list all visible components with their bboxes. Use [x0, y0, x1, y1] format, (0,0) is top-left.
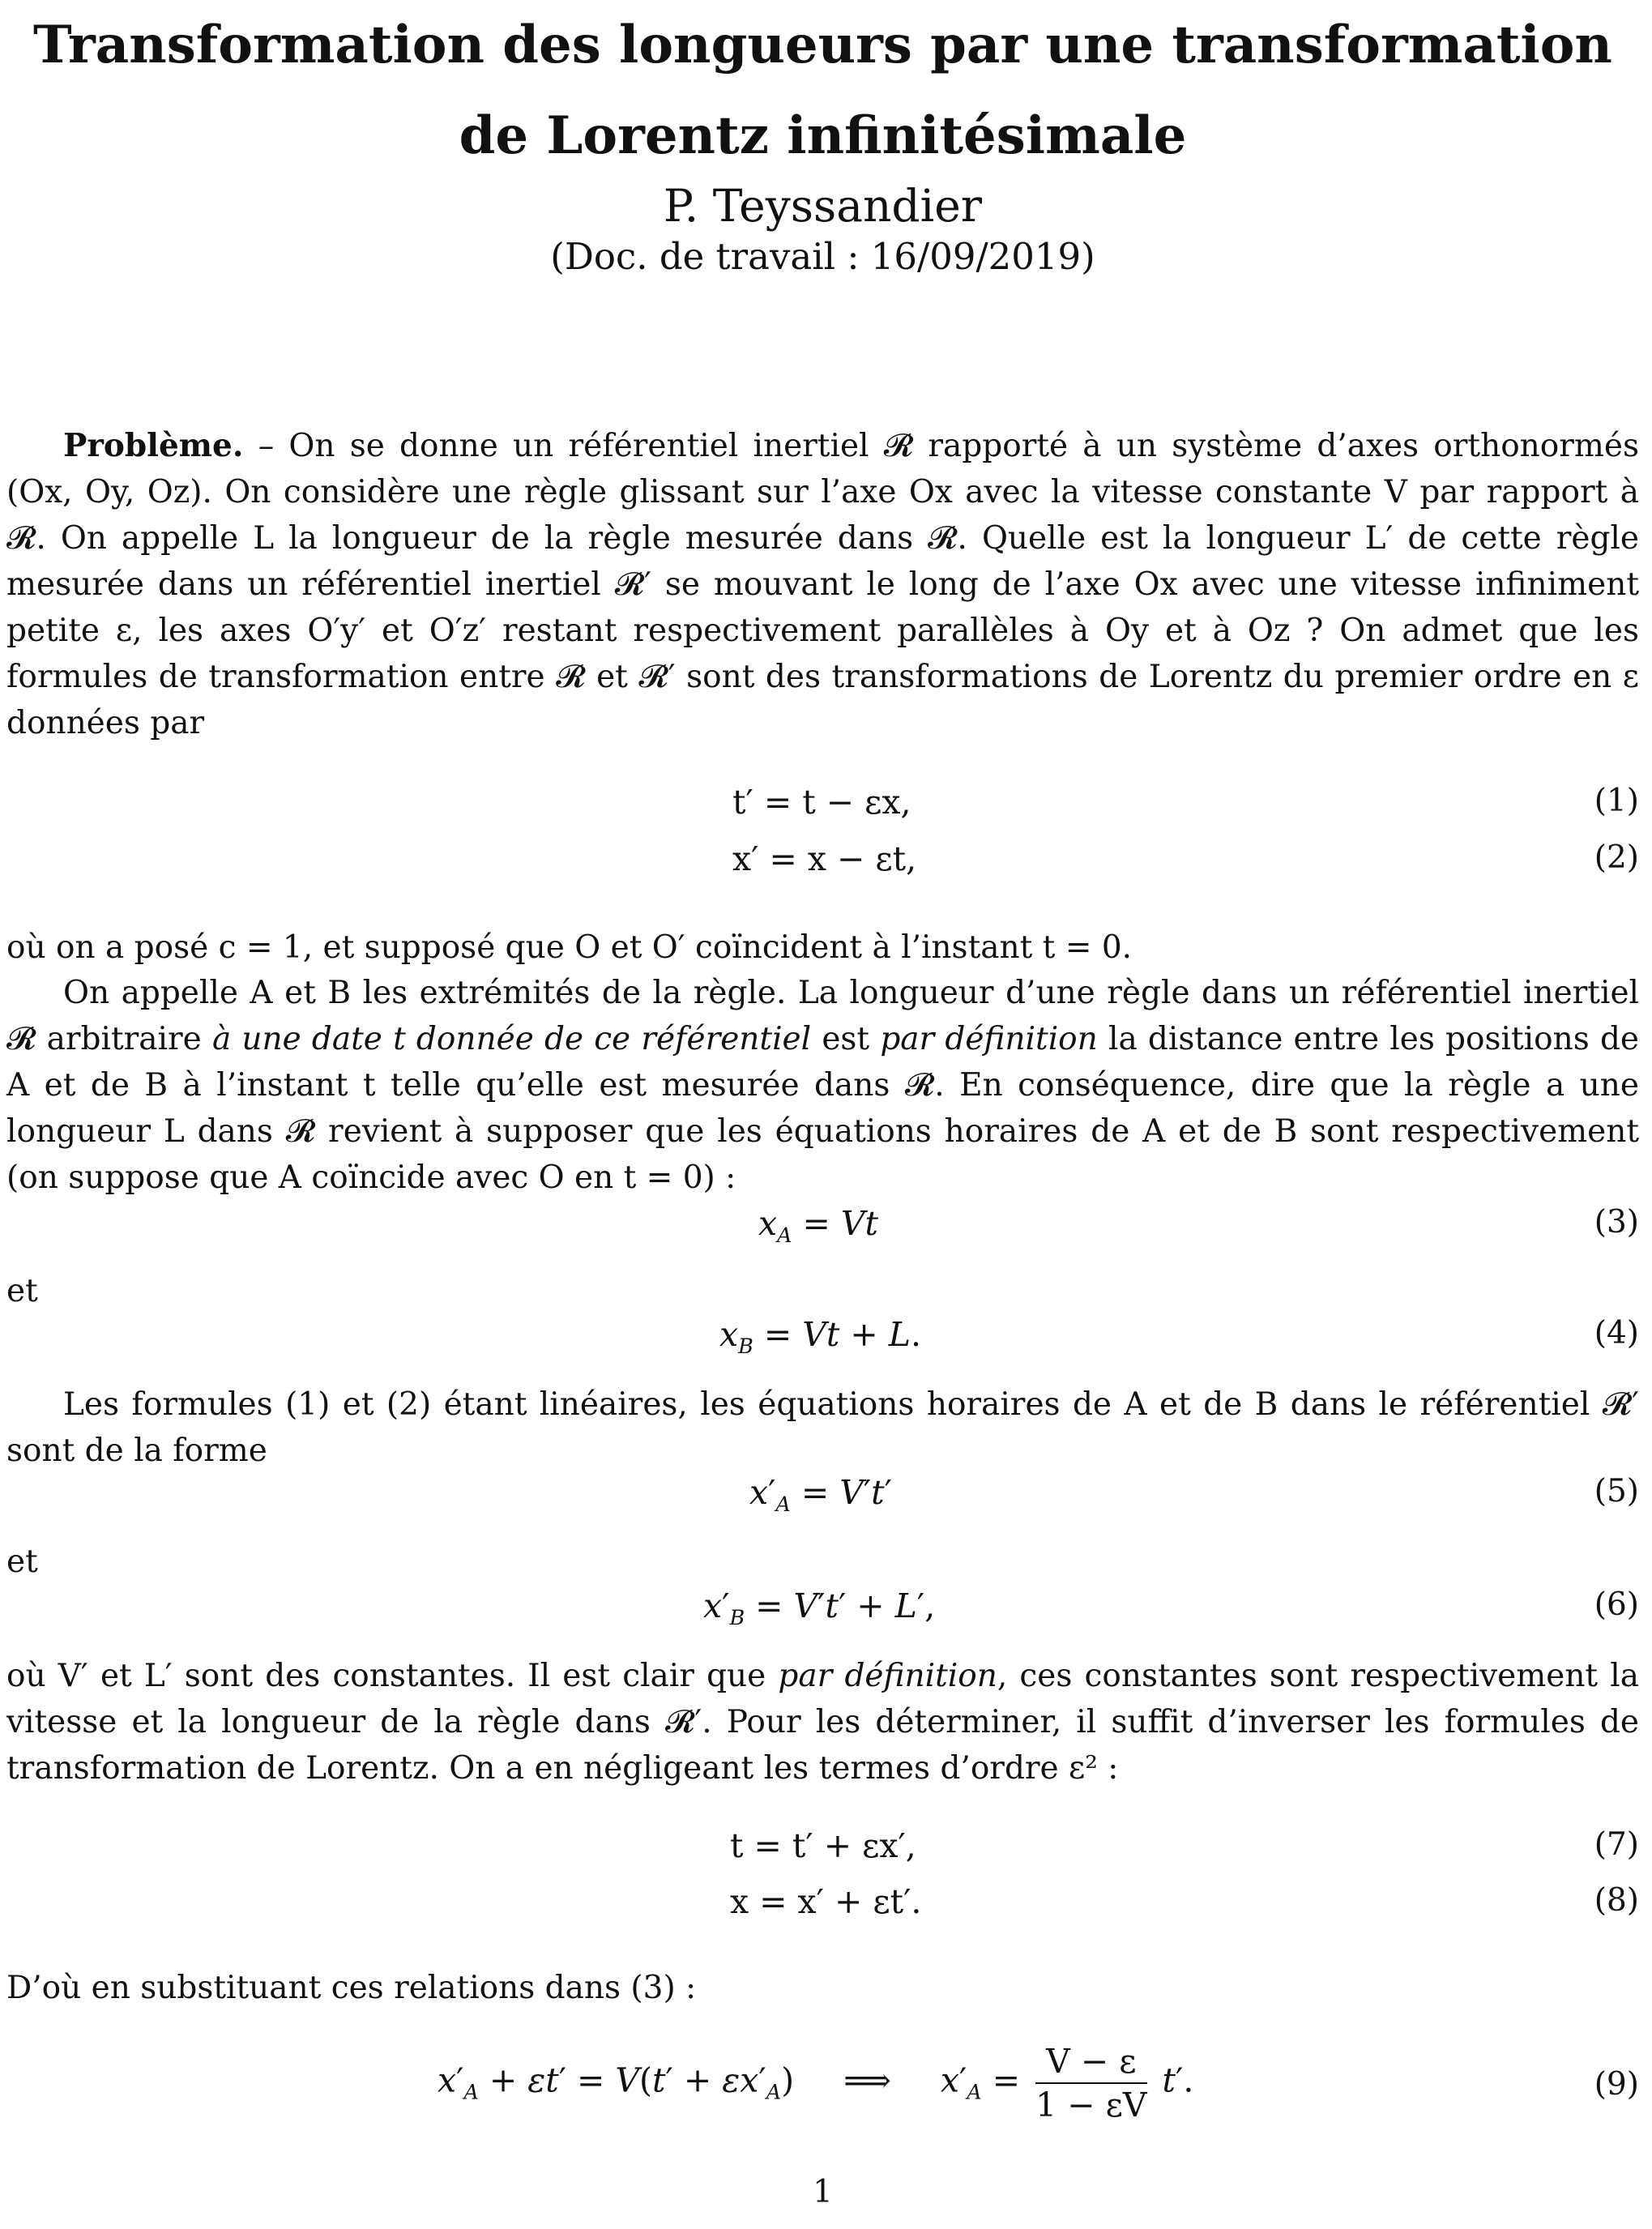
equation-3-number: (3) — [1594, 1204, 1639, 1240]
equation-4 — [6, 1315, 1639, 1364]
title-line-1: Transformation des longueurs par une transformation — [33, 15, 1612, 75]
paragraph-constants — [6, 1653, 1639, 1791]
problem-text: – On se donne un référentiel inertiel 𝓡 rapporté à un système d’axes orthonormés (Ox, Oy, Oz). On considère une règle glissant sur l’axe Ox avec la vitesse constante V par rapport à 𝓡. On appelle L la longueur de la règle mesurée dans 𝓡. Quelle est la longueur L′ de cette règle mesurée dans un référentiel inertiel 𝓡′ se mouvant le long de l’axe Ox avec une vitesse infiniment petite ε, les axes O′y′ et O′z′ restant respectivement parallèles à Oy et à Oz ? On admet que les formules de transformation entre 𝓡 et 𝓡′ sont des transformations de Lorentz du premier ordre en ε données par — [6, 428, 1639, 741]
paragraph-length-definition-part-2: est — [822, 1021, 870, 1057]
title-line-2: de Lorentz infinitésimale — [459, 105, 1187, 166]
equation-9-numerator: V − ε — [1035, 2042, 1146, 2084]
equation-1-body: t′ = t − εx, — [732, 783, 911, 822]
equation-7-number: (7) — [1594, 1826, 1639, 1863]
equation-2-body: x′ = x − εt, — [732, 839, 917, 878]
equation-8-body: x = x′ + εt′. — [730, 1882, 922, 1921]
paragraph-length-definition-part-3: la distance entre les positions de A et de B à l’instant t telle qu’elle est mesurée dans 𝓡. En conséquence, dire que la règle a une longueur L dans 𝓡 revient à supposer que les équations horaires de A et de B sont respectivement (on suppose que A coïncide avec O en t = 0) : — [6, 1021, 1639, 1196]
equation-2-number: (2) — [1594, 839, 1639, 876]
equation-1 — [6, 783, 1639, 831]
emphasis-par-definition: par définition — [880, 1021, 1098, 1057]
equation-7-body: t = t′ + εx′, — [730, 1826, 916, 1865]
equation-9-fraction — [1035, 2042, 1146, 2124]
paragraph-length-definition — [6, 970, 1639, 1201]
paragraph-length-definition-part-1: On appelle A et B les extrémités de la règle. La longueur d’une règle dans un référentiel inertiel 𝓡 arbitraire — [6, 975, 1639, 1057]
document-page — [6, 0, 1639, 2229]
paragraph-substitution: D’où en substituant ces relations dans (3) : — [6, 1970, 697, 2006]
equation-6-number: (6) — [1594, 1586, 1639, 1623]
author: P. Teyssandier — [663, 180, 983, 232]
paragraph-constants-part-1: où V′ et L′ sont des constantes. Il est clair que — [6, 1658, 766, 1694]
paragraph-c-equals-1: où on a posé c = 1, et supposé que O et O′ coïncident à l’instant t = 0. — [6, 929, 1133, 966]
equation-9-denominator: 1 − εV — [1035, 2086, 1147, 2124]
equation-4-body: $x_B = Vt + L$. — [719, 1315, 922, 1359]
equation-5-number: (5) — [1594, 1473, 1639, 1509]
emphasis-par-definition-2: par définition — [778, 1658, 997, 1694]
conjunction-et-1: et — [6, 1273, 38, 1309]
equation-5 — [6, 1473, 1639, 1522]
equation-8 — [6, 1882, 1639, 1931]
equation-6 — [6, 1586, 1639, 1635]
equation-2 — [6, 839, 1639, 888]
equation-9 — [6, 2042, 1639, 2139]
equation-4-number: (4) — [1594, 1315, 1639, 1351]
page-number: 1 — [813, 2174, 833, 2210]
equation-3-body: $x_A = Vt$ — [758, 1204, 878, 1248]
equation-1-number: (1) — [1594, 783, 1639, 819]
problem-statement — [6, 423, 1639, 746]
equation-7 — [6, 1826, 1639, 1875]
equation-5-body: $x'_A = V't'$ — [749, 1473, 892, 1517]
equation-9-number: (9) — [1594, 2066, 1639, 2103]
equation-3 — [6, 1204, 1639, 1253]
paper-title — [6, 0, 1639, 181]
paragraph-constants-part-2: , ces constantes sont respectivement la vitesse et la longueur de la règle dans 𝓡′. Pour les déterminer, il suffit d’inverser les formules de transformation de Lorentz. On a en négligeant les termes d’ordre ε² : — [6, 1658, 1639, 1787]
paragraph-linear-formulas: Les formules (1) et (2) étant linéaires, les équations horaires de A et de B dans le référentiel 𝓡′ sont de la forme — [6, 1386, 1639, 1469]
problem-heading: Problème. — [63, 427, 244, 464]
equation-8-number: (8) — [1594, 1882, 1639, 1919]
equation-9-body: $x'_A + \varepsilon t' = V(t' + \varepsilon x'_A)$ ⟹ $x'_A$ = $\frac{V - \varepsilon}{1 - \varepsilon V}$ t′. — [438, 2042, 1194, 2124]
equation-6-body: $x'_B = V't' + L'$, — [703, 1586, 936, 1630]
document-date: (Doc. de travail : 16/09/2019) — [550, 235, 1095, 278]
conjunction-et-2: et — [6, 1544, 38, 1580]
emphasis-date-donnee: à une date t donnée de ce référentiel — [211, 1021, 812, 1057]
